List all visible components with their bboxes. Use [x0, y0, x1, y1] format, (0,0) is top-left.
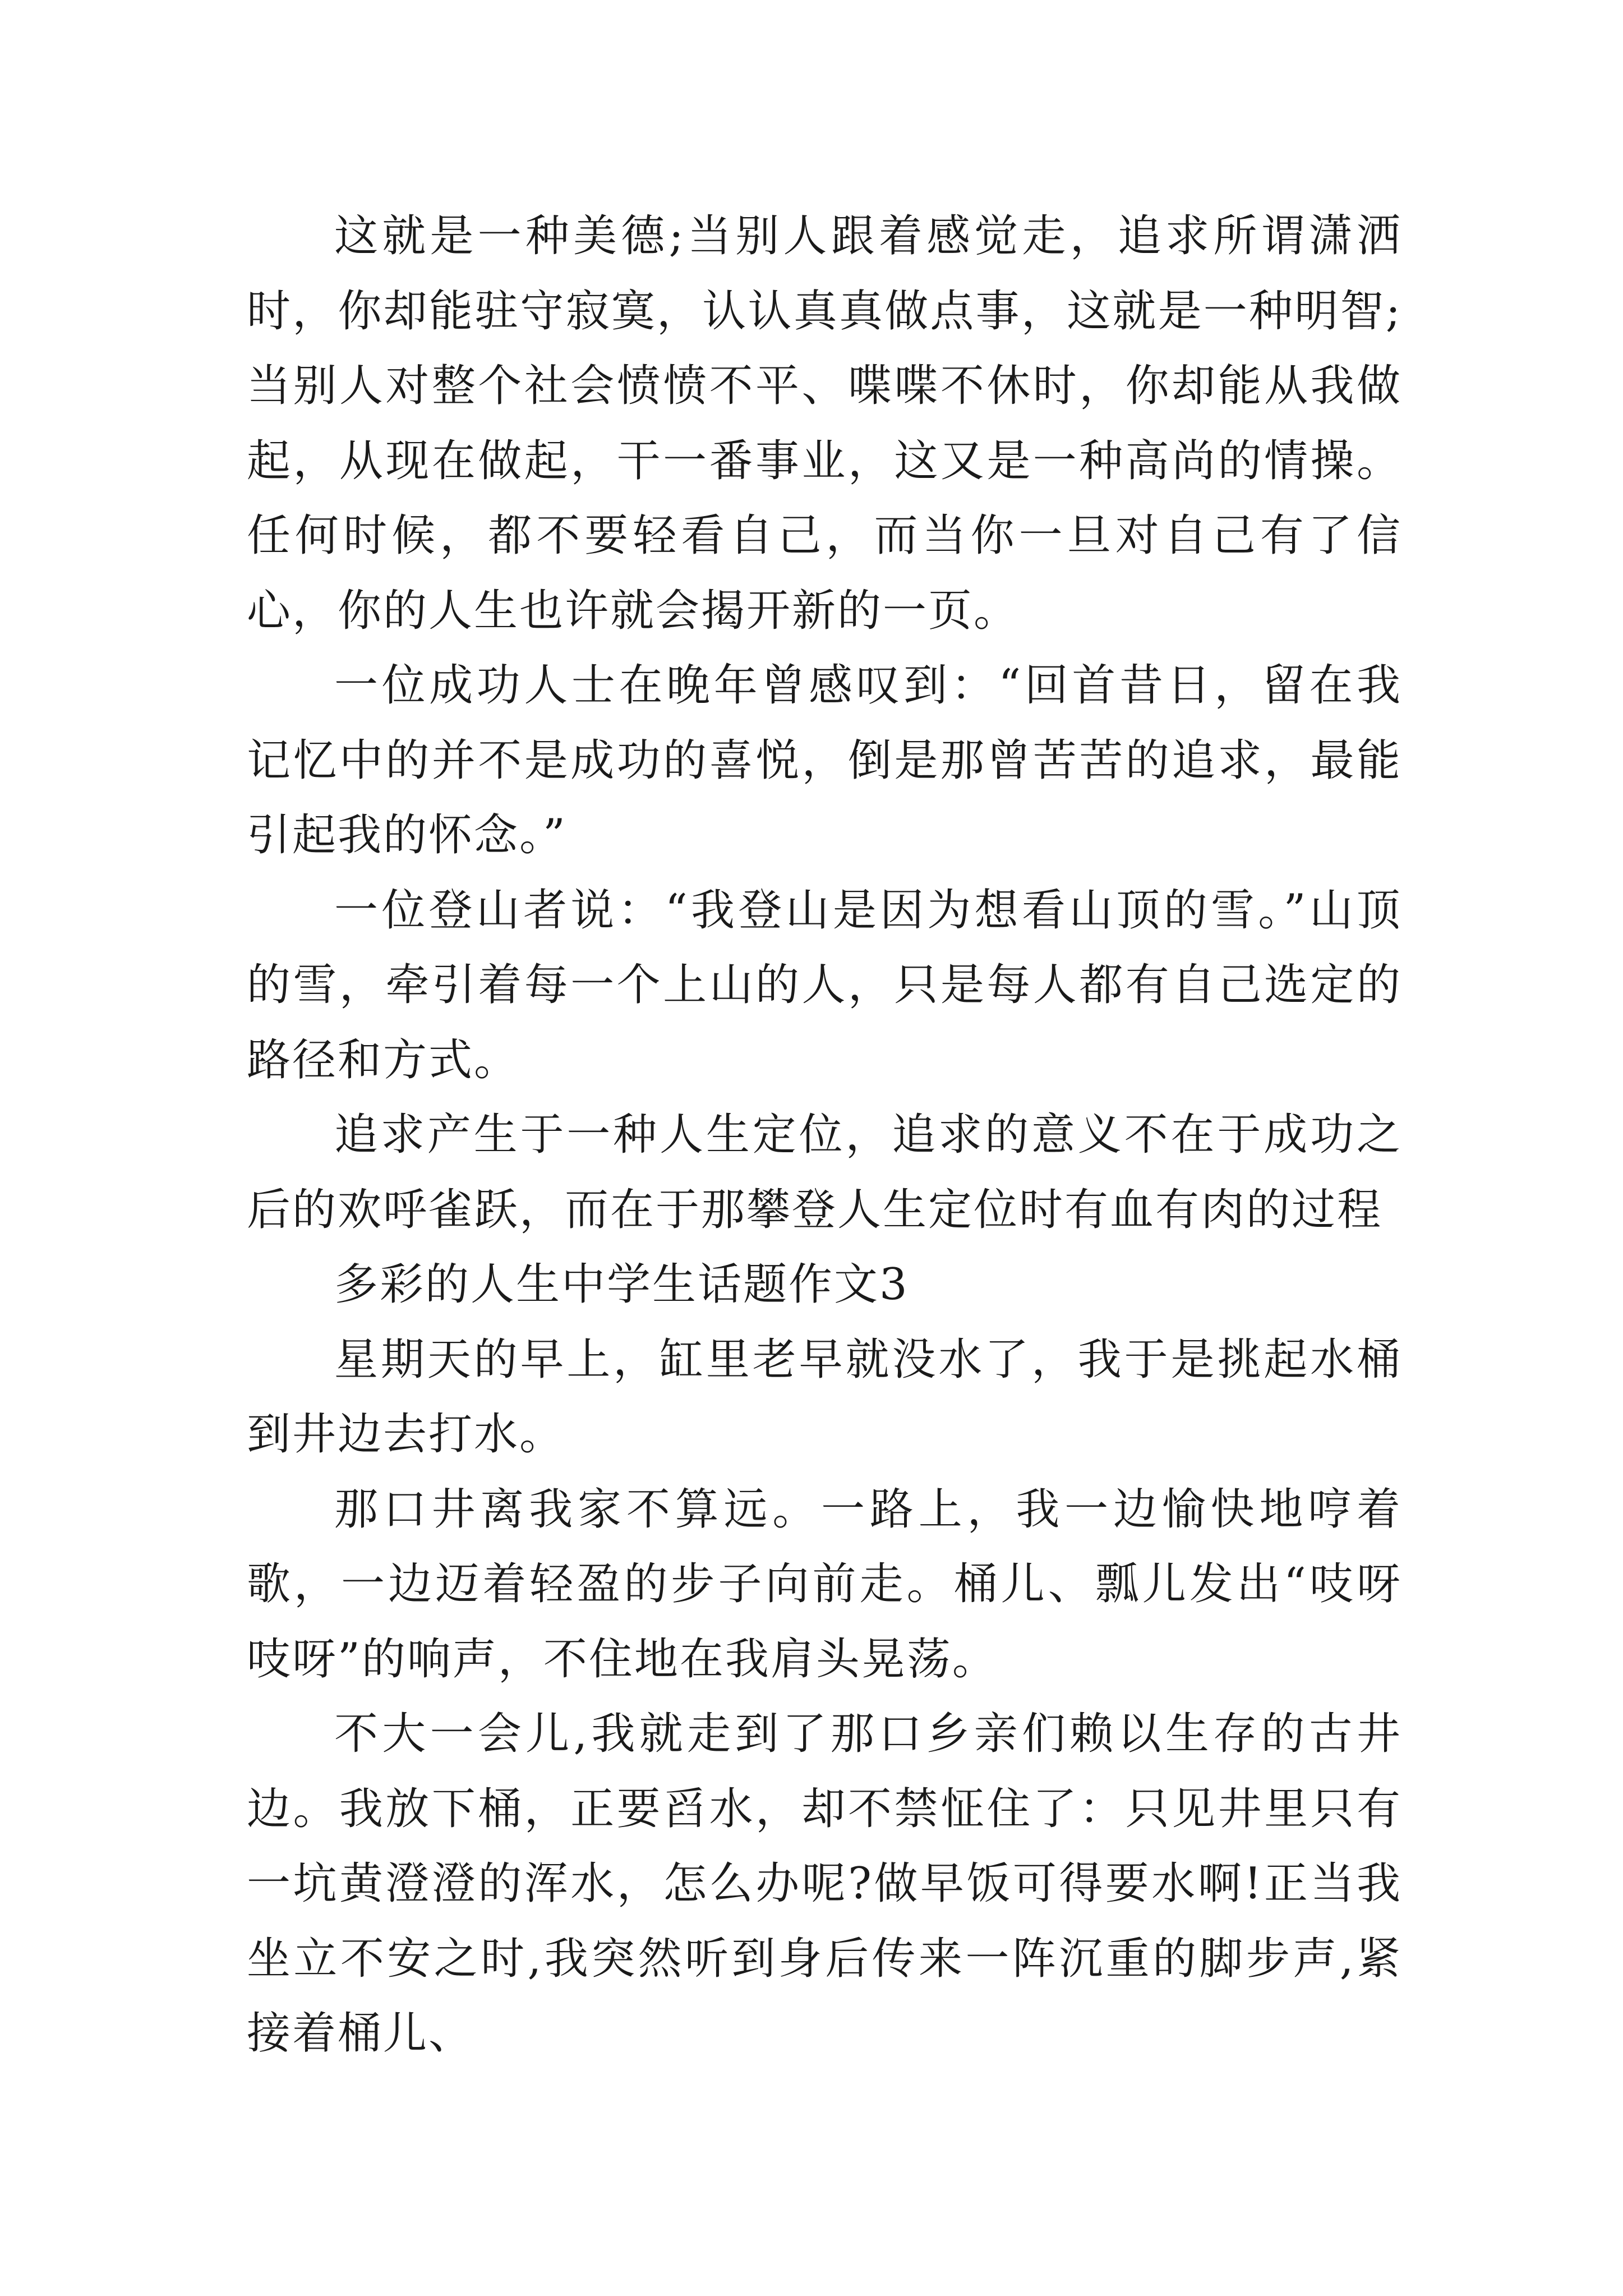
- document-body: [247, 199, 1402, 2072]
- paragraph-4: 追求产生于一种人生定位，追求的意义不在于成功之后的欢呼雀跃，而在于那攀登人生定位时有血有肉的过程: [247, 1110, 1402, 1235]
- paragraph-1: 这就是一种美德;当别人跟着感觉走，追求所谓潇洒时，你却能驻守寂寞，认认真真做点事，这就是一种明智;当别人对整个社会愤愤不平、喋喋不休时，你却能从我做起，从现在做起，干一番事业，这又是一种高尚的情操。任何时候，都不要轻看自己，而当你一旦对自己有了信心，你的人生也许就会揭开新的一页。: [247, 211, 1402, 636]
- paragraph-6: 那口井离我家不算远。一路上，我一边愉快地哼着歌，一边迈着轻盈的步子向前走。桶儿、瓢儿发出“吱呀吱呀”的响声，不住地在我肩头晃荡。: [247, 1484, 1402, 1685]
- paragraph-7: 不大一会儿,我就走到了那口乡亲们赖以生存的古井边。我放下桶，正要舀水，却不禁怔住了：只见井里只有一坑黄澄澄的浑水，怎么办呢?做早饭可得要水啊!正当我坐立不安之时,我突然听到身后传来一阵沉重的脚步声,紧接着桶儿、: [247, 1709, 1402, 2059]
- paragraph-2: 一位成功人士在晚年曾感叹到：“回首昔日，留在我记忆中的并不是成功的喜悦，倒是那曾苦苦的追求，最能引起我的怀念。”: [247, 660, 1402, 861]
- section-title: 多彩的人生中学生话题作文3: [334, 1259, 909, 1310]
- paragraph-5: 星期天的早上，缸里老早就没水了，我于是挑起水桶到井边去打水。: [247, 1334, 1402, 1460]
- paragraph-3: 一位登山者说：“我登山是因为想看山顶的雪。”山顶的雪，牵引着每一个上山的人，只是每人都有自己选定的路径和方式。: [247, 885, 1402, 1085]
